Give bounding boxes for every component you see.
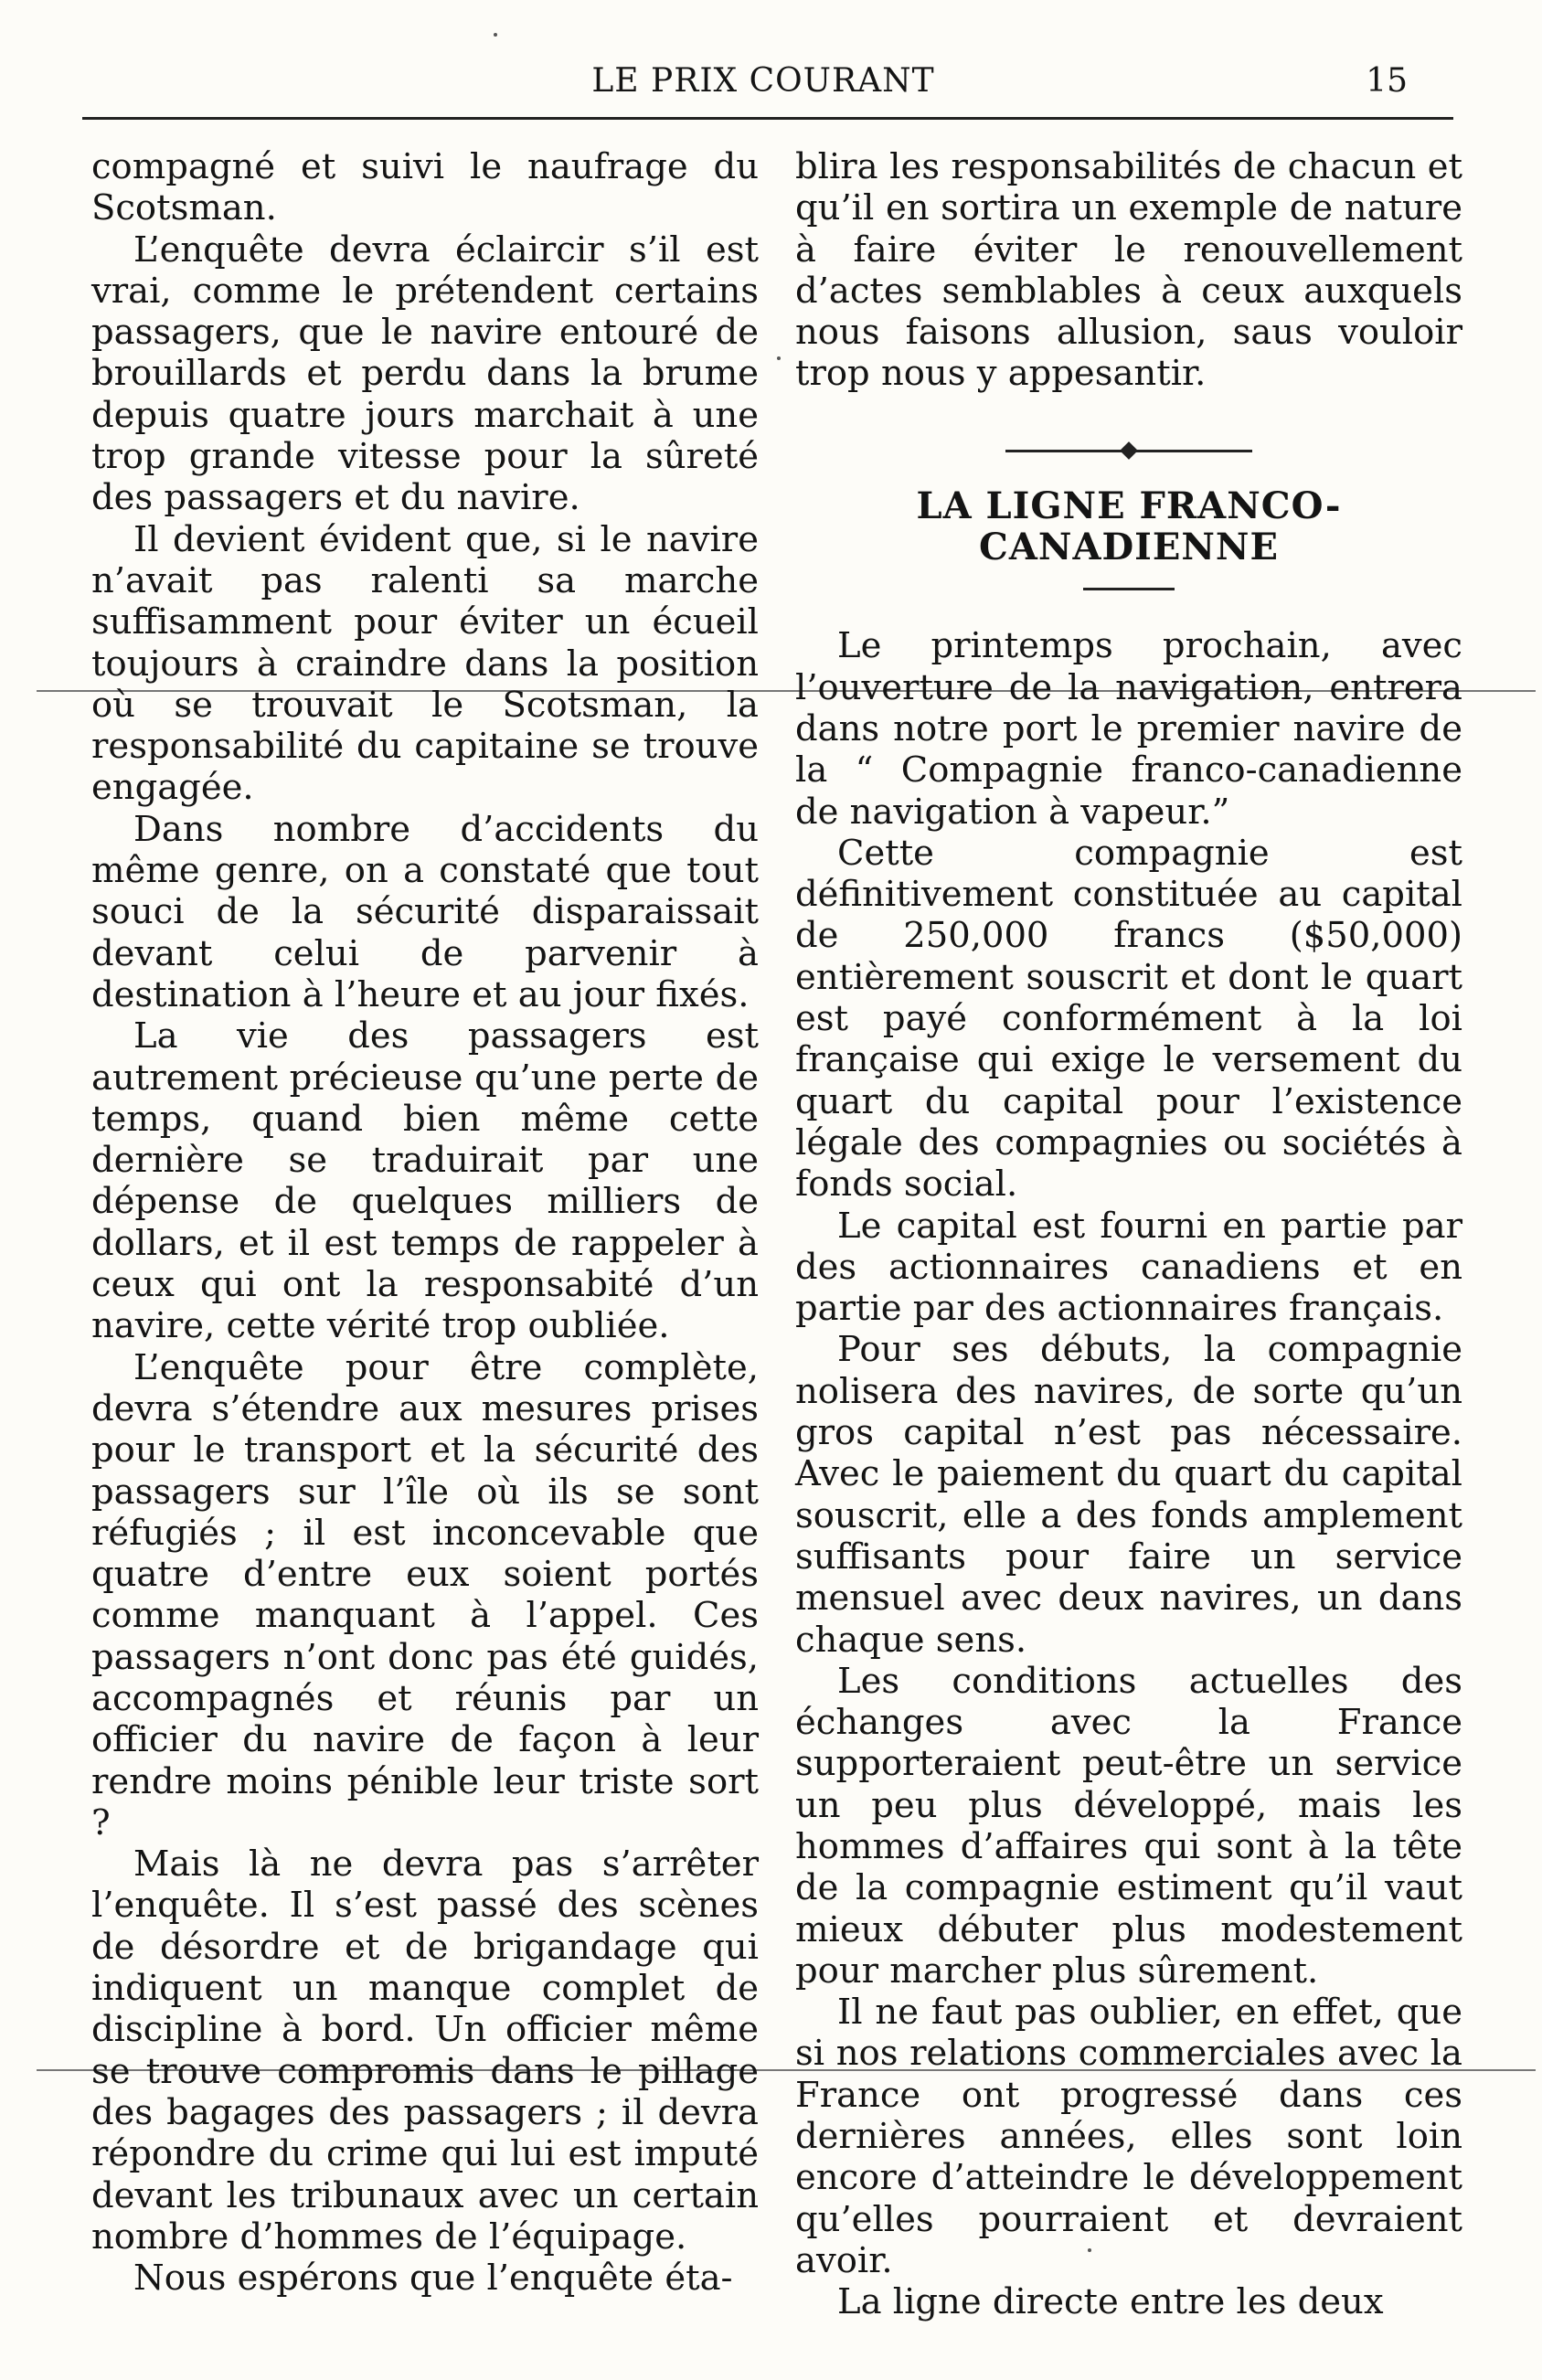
paragraph: Mais là ne devra pas s’arrêter l’enquête. Il s’est passé des scènes de désordre et de brigandage qui indiquent un manque complet de discipline à bord. Un officier même se trouve compromis dans le pillage des bagages des passagers ; il devra répondre du crime qui lui est imputé devant les tribunaux avec un certain nombre d’hommes de l’équipage. (91, 1843, 759, 2258)
publication-title: LE PRIX COURANT (591, 62, 935, 100)
page-number: 15 (1366, 62, 1408, 100)
paragraph: Dans nombre d’accidents du même genre, on a constaté que tout souci de la sécurité disparaissait devant celui de parvenir à destination à l’heure et au jour fixés. (91, 808, 759, 1015)
paragraph: compagné et suivi le naufrage du Scotsman. (91, 146, 759, 229)
heading-rule (1083, 588, 1175, 590)
paragraph: Le printemps prochain, avec l’ouverture de la navigation, entrera dans notre port le premier navire de la “ Compagnie franco-canadienne de navigation à vapeur.” (795, 625, 1462, 833)
paragraph: Nous espérons que l’enquête éta- (133, 2258, 733, 2300)
page-header (82, 53, 1444, 108)
section-heading: LA LIGNE FRANCO-CANADIENNE (916, 483, 1342, 569)
paragraph: Les conditions actuelles des échanges avec la France supporteraient peut-être un service un peu plus développé, mais les hommes d’affaires qui sont à la tête de la compagnie estiment qu’il vaut mieux débuter plus modestement pour marcher plus sûrement. (795, 1660, 1462, 1992)
paragraph: L’enquête devra éclaircir s’il est vrai, comme le prétendent certains passagers, que le navire entouré de brouillards et perdu dans la brume depuis quatre jours marchait à une trop grande vitesse pour la sûreté des passagers et du navire. (91, 228, 759, 519)
paragraph: La vie des passagers est autrement précieuse qu’une perte de temps, quand bien même cette dernière se traduirait par une dépense de quelques milliers de dollars, et il est temps de rappeler à ceux qui ont la responsabité d’un navire, cette vérité trop oubliée. (91, 1015, 759, 1347)
paragraph: Pour ses débuts, la compagnie nolisera des navires, de sorte qu’un gros capital n’est pas nécessaire. Avec le paiement du quart du capital souscrit, elle a des fonds amplement suffisants pour faire un service mensuel avec deux navires, un dans chaque sens. (795, 1329, 1462, 1661)
paragraph: La ligne directe entre les deux (837, 2281, 1384, 2323)
paragraph: Le capital est fourni en partie par des actionnaires canadiens et en partie par des actionnaires français. (795, 1205, 1462, 1330)
paragraph: Il devient évident que, si le navire n’avait pas ralenti sa marche suffisamment pour éviter un écueil toujours à craindre dans la position où se trouvait le Scotsman, la responsabilité du capitaine se trouve engagée. (91, 518, 759, 809)
right-column (795, 146, 1462, 2323)
section-divider (1005, 450, 1252, 452)
paragraph: Cette compagnie est définitivement constituée au capital de 250,000 francs ($50,000) entièrement souscrit et dont le quart est payé conformément à la loi française qui exige le versement du quart du capital pour l’existence légale des compagnies ou sociétés à fonds social. (795, 832, 1462, 1206)
left-column (91, 146, 759, 2299)
speck (494, 33, 497, 37)
paragraph: blira les responsabilités de chacun et qu’il en sortira un exemple de nature à faire éviter le renouvellement d’actes semblables à ceux auxquels nous faisons allusion, saus vouloir trop nous y appesantir. (795, 146, 1462, 395)
header-rule (82, 117, 1453, 120)
paragraph: Il ne faut pas oublier, en effet, que si nos relations commerciales avec la France ont progressé dans ces dernières années, elles sont loin encore d’atteindre le développement qu’elles pourraient et devraient avoir. (795, 1992, 1462, 2281)
speck (777, 356, 781, 360)
paragraph: L’enquête pour être complète, devra s’étendre aux mesures prises pour le transport et la sécurité des passagers sur l’île où ils se sont réfugiés ; il est inconcevable que quatre d’entre eux soient portés comme manquant à l’appel. Ces passagers n’ont donc pas été guidés, accompagnés et réunis par un officier du navire de façon à leur rendre moins pénible leur triste sort ? (91, 1346, 759, 1843)
diamond-ornament-icon (1120, 441, 1138, 460)
